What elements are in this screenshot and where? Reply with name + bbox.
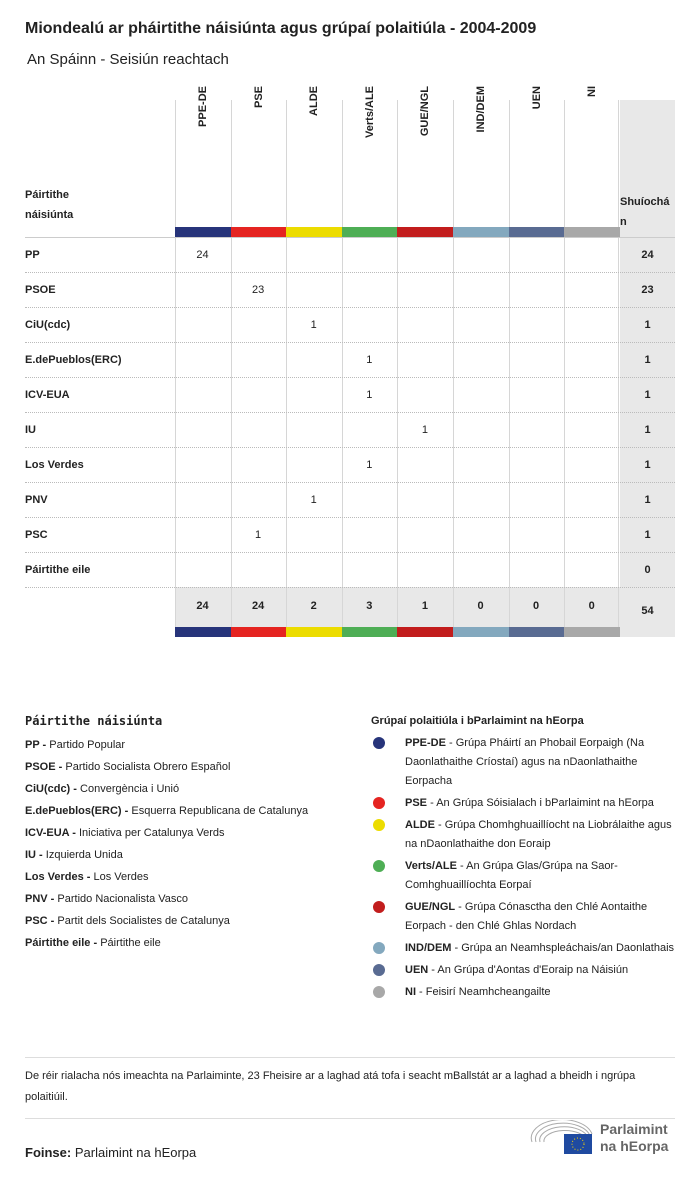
group-color-bar xyxy=(397,227,453,237)
party-abbr: Los Verdes xyxy=(25,871,84,883)
group-legend-heading: Grúpaí polaitiúla i bParlaimint na hEorpa xyxy=(371,715,584,727)
seat-count: 1 xyxy=(366,389,373,401)
table-row xyxy=(25,447,675,482)
row-total: 23 xyxy=(641,284,654,296)
group-color-dot-icon xyxy=(373,986,385,998)
group-abbr: Verts/ALE xyxy=(405,860,457,872)
row-total: 1 xyxy=(644,494,651,506)
party-legend-item xyxy=(25,866,345,888)
group-header-ppede: PPE-DE xyxy=(197,86,209,127)
party-name: Los Verdes xyxy=(25,459,84,471)
group-legend-item: PPE-DE - Grúpa Pháirtí an Phobail Eorpaigh (Na Daonlathaithe Críostaí) agus na nDaonlathaithe Eorpacha xyxy=(371,734,675,791)
group-color-dot-icon xyxy=(373,901,385,913)
group-legend xyxy=(371,710,675,1005)
party-name: CiU(cdc) xyxy=(25,319,71,331)
party-name: ICV-EUA xyxy=(25,389,70,401)
row-total: 1 xyxy=(644,459,651,471)
group-abbr: UEN xyxy=(405,964,429,976)
party-abbr: Páirtithe eile xyxy=(25,937,91,949)
party-legend-item xyxy=(25,932,345,954)
group-color-dot-icon xyxy=(373,860,385,872)
group-header-guengl: GUE/NGL xyxy=(419,86,432,137)
seat-count: 23 xyxy=(251,284,265,296)
group-full-name: Grúpa an Neamhspleáchais/an Daonlathais xyxy=(461,942,675,954)
row-total: 24 xyxy=(641,249,654,261)
seat-count: 1 xyxy=(310,319,317,331)
separator: - xyxy=(47,893,58,905)
group-total: 0 xyxy=(477,600,484,612)
seat-count: 1 xyxy=(421,424,428,436)
party-full-name: Esquerra Republicana de Catalunya xyxy=(131,805,309,817)
group-header-inddem: IND/DEM xyxy=(475,86,487,133)
group-color-bar-bottom xyxy=(509,627,565,637)
group-legend-item: ALDE - Grúpa Chomhghuaillíocht na Liobrálaithe agus na nDaonlathaithe don Eoraip xyxy=(371,816,675,854)
group-color-bar-bottom xyxy=(397,627,453,637)
group-header-ni: NI xyxy=(586,86,599,97)
row-total: 1 xyxy=(644,424,651,436)
page-title: Miondealú ar pháirtithe náisiúnta agus grúpaí polaitiúla - 2004-2009 xyxy=(25,20,537,37)
party-legend-heading: Páirtithe náisiúnta xyxy=(25,714,163,728)
page-subtitle: An Spáinn - Seisiún reachtach xyxy=(27,51,229,68)
ep-logo xyxy=(530,1120,668,1156)
seat-count: 1 xyxy=(366,459,373,471)
party-legend-item xyxy=(25,778,345,800)
group-legend-item: IND/DEM - Grúpa an Neamhspleáchais/an Daonlathais xyxy=(371,939,675,958)
row-total: 1 xyxy=(644,389,651,401)
seat-count: 24 xyxy=(196,249,209,261)
seat-count: 1 xyxy=(310,494,317,506)
table-row xyxy=(25,377,675,412)
group-color-bar xyxy=(564,227,620,237)
party-full-name: Partit dels Socialistes de Catalunya xyxy=(57,915,230,927)
group-header-vertsale: Verts/ALE xyxy=(363,86,376,138)
party-legend-item xyxy=(25,800,345,822)
group-color-bar xyxy=(509,227,565,237)
group-total: 2 xyxy=(310,600,317,612)
table-row xyxy=(25,272,675,307)
party-legend-item xyxy=(25,910,345,932)
party-abbr: PP xyxy=(25,739,40,751)
group-color-bar xyxy=(453,227,509,237)
group-total: 0 xyxy=(588,600,595,612)
group-legend-item: UEN - An Grúpa d'Aontas d'Eoraip na Náisiún xyxy=(371,961,675,980)
party-abbr: PNV xyxy=(25,893,48,905)
group-color-dot-icon xyxy=(373,797,385,809)
table-row xyxy=(25,307,675,342)
party-abbr: PSOE xyxy=(25,761,56,773)
separator: - xyxy=(69,827,79,839)
group-header-alde: ALDE xyxy=(308,86,321,116)
table-row xyxy=(25,412,675,447)
totals-row xyxy=(25,587,675,588)
party-legend-item xyxy=(25,734,345,756)
group-full-name: Grúpa Cónasctha den Chlé Aontaithe Eorpach - den Chlé Ghlas Nordach xyxy=(405,901,648,932)
party-abbr: IU xyxy=(25,849,36,861)
source-label: Foinse: xyxy=(25,1145,72,1160)
group-total: 3 xyxy=(366,600,373,612)
group-full-name: An Grúpa d'Aontas d'Eoraip na Náisiún xyxy=(437,964,629,976)
party-name: PSC xyxy=(25,529,48,541)
group-color-bar-bottom xyxy=(286,627,342,637)
group-color-dot-icon xyxy=(373,737,385,749)
party-legend-item xyxy=(25,844,345,866)
group-total: 0 xyxy=(533,600,540,612)
parliament-hemicycle-icon xyxy=(530,1120,594,1156)
party-name: PSOE xyxy=(25,284,56,296)
group-total: 1 xyxy=(421,600,428,612)
source xyxy=(25,1145,196,1160)
party-name: IU xyxy=(25,424,36,436)
group-full-name: Grúpa Pháirtí an Phobail Eorpaigh (Na Daonlathaithe Críostaí) agus na nDaonlathaithe Eorpacha xyxy=(405,737,645,787)
table-row xyxy=(25,552,675,587)
group-color-dot-icon xyxy=(373,819,385,831)
party-legend xyxy=(25,710,345,954)
group-header-uen: UEN xyxy=(530,86,543,110)
party-abbr: PSC xyxy=(25,915,48,927)
table-row xyxy=(25,482,675,517)
separator: - xyxy=(83,871,94,883)
separator: - xyxy=(90,937,101,949)
eu-flag-icon xyxy=(564,1134,592,1154)
party-full-name: Iniciativa per Catalunya Verds xyxy=(79,827,225,839)
group-header-pse: PSE xyxy=(252,86,265,109)
separator: - xyxy=(36,849,46,861)
group-color-bar xyxy=(231,227,287,237)
table-row xyxy=(25,517,675,552)
group-abbr: PSE xyxy=(405,797,428,809)
group-abbr: NI xyxy=(405,986,416,998)
group-legend-item: PSE - An Grúpa Sóisialach i bParlaimint na hEorpa xyxy=(371,794,675,813)
row-total: 1 xyxy=(644,319,651,331)
party-legend-item xyxy=(25,756,345,778)
group-color-bar-bottom xyxy=(231,627,287,637)
group-abbr: IND/DEM xyxy=(405,942,452,954)
party-column-header: Páirtithe náisiúnta xyxy=(25,189,74,221)
group-legend-item: GUE/NGL - Grúpa Cónasctha den Chlé Aontaithe Eorpach - den Chlé Ghlas Nordach xyxy=(371,898,675,936)
party-name: Páirtithe eile xyxy=(25,564,91,576)
logo-line1: Parlaimint xyxy=(600,1121,668,1137)
group-abbr: GUE/NGL xyxy=(405,901,456,913)
row-total: 1 xyxy=(644,354,651,366)
seat-count: 1 xyxy=(255,529,262,541)
group-color-dot-icon xyxy=(373,942,385,954)
party-full-name: Convergència i Unió xyxy=(80,783,180,795)
table-row xyxy=(25,342,675,377)
separator: - xyxy=(121,805,132,817)
group-total: 24 xyxy=(251,600,265,612)
party-full-name: Páirtithe eile xyxy=(100,937,161,949)
footnote: De réir rialacha nós imeachta na Parlaiminte, 23 Fheisire ar a laghad atá tofa i seacht mBallstát ar a laghad a bheidh i ngrúpa polaitiúil. xyxy=(25,1057,675,1119)
group-full-name: An Grúpa Glas/Grúpa na Saor-Comhghuaillíochta Eorpaí xyxy=(405,860,618,891)
seat-count: 1 xyxy=(366,354,373,366)
separator: - xyxy=(70,783,81,795)
party-name: PP xyxy=(25,249,40,261)
source-value: Parlaimint na hEorpa xyxy=(74,1145,197,1160)
party-full-name: Izquierda Unida xyxy=(45,849,123,861)
group-color-dot-icon xyxy=(373,964,385,976)
group-color-bar xyxy=(286,227,342,237)
group-color-bar-bottom xyxy=(342,627,398,637)
group-color-bar-bottom xyxy=(175,627,231,637)
party-legend-item xyxy=(25,822,345,844)
group-full-name: Grúpa Chomhghuaillíocht na Liobrálaithe agus na nDaonlathaithe don Eoraip xyxy=(405,819,672,850)
separator: - xyxy=(55,761,66,773)
group-full-name: An Grúpa Sóisialach i bParlaimint na hEorpa xyxy=(436,797,654,809)
party-abbr: ICV-EUA xyxy=(25,827,70,839)
separator: - xyxy=(47,915,58,927)
group-color-bar xyxy=(175,227,231,237)
party-full-name: Partido Popular xyxy=(49,739,126,751)
party-full-name: Partido Nacionalista Vasco xyxy=(57,893,189,905)
group-full-name: Feisirí Neamhcheangailte xyxy=(425,986,551,998)
party-full-name: Partido Socialista Obrero Español xyxy=(65,761,231,773)
total-column-header: Shuíochán xyxy=(620,196,670,228)
logo-line2: na hEorpa xyxy=(600,1138,669,1154)
row-total: 0 xyxy=(644,564,651,576)
group-abbr: PPE-DE xyxy=(405,737,446,749)
grand-total: 54 xyxy=(641,605,654,617)
party-abbr: CiU(cdc) xyxy=(25,783,71,795)
group-color-bar-bottom xyxy=(564,627,620,637)
party-full-name: Los Verdes xyxy=(93,871,149,883)
table-row xyxy=(25,237,675,272)
separator: - xyxy=(39,739,50,751)
group-legend-item: Verts/ALE - An Grúpa Glas/Grúpa na Saor-Comhghuaillíochta Eorpaí xyxy=(371,857,675,895)
group-color-bar-bottom xyxy=(453,627,509,637)
party-name: PNV xyxy=(25,494,48,506)
group-legend-item: NI - Feisirí Neamhcheangailte xyxy=(371,983,675,1002)
group-color-bar xyxy=(342,227,398,237)
party-legend-item xyxy=(25,888,345,910)
row-total: 1 xyxy=(644,529,651,541)
group-total: 24 xyxy=(196,600,209,612)
party-name: E.dePueblos(ERC) xyxy=(25,354,122,366)
party-abbr: E.dePueblos(ERC) xyxy=(25,805,122,817)
group-abbr: ALDE xyxy=(405,819,435,831)
